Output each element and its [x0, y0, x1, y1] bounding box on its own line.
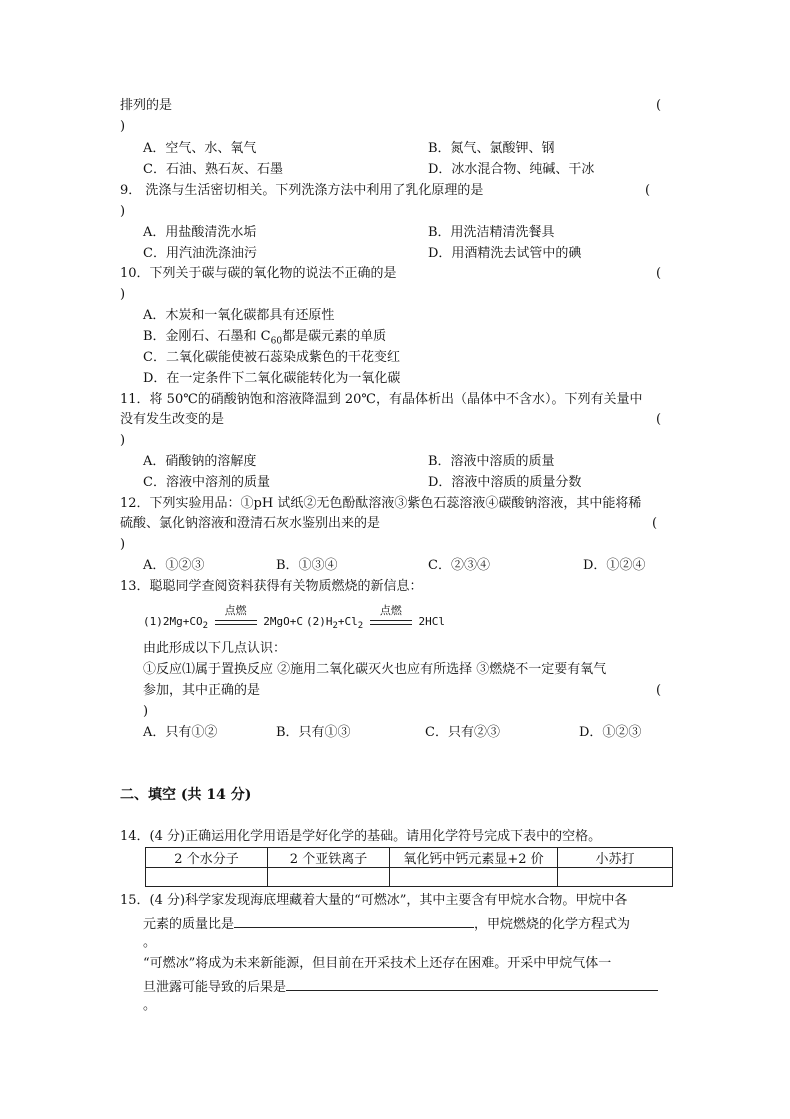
q9-paren-open: ( — [645, 183, 651, 198]
q13-option-d: D．①②③ — [579, 725, 642, 740]
q15-line2: 元素的质量比是 ，甲烷燃烧的化学方程式为 — [143, 913, 630, 934]
q8-option-b: B．氮气、氯酸钾、钢 — [428, 141, 555, 156]
q13-points-line2: 参加，其中正确的是 — [143, 683, 261, 698]
q11-option-c: C．溶液中溶剂的质量 — [143, 475, 270, 490]
q10-paren-open: ( — [656, 266, 662, 281]
q8-stem: 排列的是 — [120, 98, 173, 113]
q13-equation-1: $(1)2Mg+CO_2$ 点燃 2MgO+C — [143, 604, 304, 632]
q15-line6: 。 — [143, 998, 157, 1013]
q13-intro: 由此形成以下几点认识： — [143, 641, 287, 656]
q13-option-c: C．只有②③ — [425, 725, 500, 740]
q9-option-a: A．用盐酸清洗水垢 — [143, 225, 257, 240]
q13-stem: 13．聪聪同学查阅资料获得有关物质燃烧的新信息： — [120, 579, 423, 594]
q11-option-b: B．溶液中溶质的质量 — [428, 454, 555, 469]
table-header-cell: 2 个亚铁离子 — [268, 848, 390, 868]
q11-option-a: A．硝酸钠的溶解度 — [143, 454, 257, 469]
table-answer-row — [146, 868, 673, 887]
q8-option-a: A．空气、水、氧气 — [143, 141, 257, 156]
q13-eq2-condition: 点燃 — [379, 604, 402, 617]
q11-stem-line1: 11．将 50℃的硝酸钠饱和溶液降温到 20℃，有晶体析出（晶体中不含水）。下列有关量中 — [120, 392, 643, 407]
q12-paren-open: ( — [652, 516, 658, 531]
section-2-heading: 二、填空 (共 14 分) — [120, 787, 252, 803]
q13-points-line1: ①反应⑴属于置换反应 ②施用二氧化碳灭火也应有所选择 ③燃烧不一定要有氧气 — [143, 662, 607, 677]
q9-option-d: D．用酒精洗去试管中的碘 — [428, 246, 582, 261]
q13-eq1-condition: 点燃 — [224, 604, 247, 617]
answer-cell[interactable] — [390, 868, 558, 887]
q13-equation-2: $(2)H_2+Cl_2$ 点燃 2HCl — [306, 604, 445, 632]
answer-cell[interactable] — [558, 868, 673, 887]
q10-option-d: D．在一定条件下二氧化碳能转化为一氧化碳 — [143, 371, 401, 386]
q10-stem: 10．下列关于碳与碳的氧化物的说法不正确的是 — [120, 266, 397, 281]
q9-paren-close: ) — [120, 204, 126, 219]
q9-option-b: B．用洗洁精清洗餐具 — [428, 225, 555, 240]
q13-paren-open: ( — [656, 683, 662, 698]
q12-option-d: D．①②④ — [583, 558, 646, 573]
q8-paren-close: ) — [120, 119, 126, 134]
q10-option-b: B．金刚石、石墨和 $C_{60}$都是碳元素的单质 — [143, 329, 387, 347]
q15-line1: 15．(4 分)科学家发现海底埋藏着大量的“可燃冰”，其中主要含有甲烷水合物。甲烷中各 — [120, 893, 628, 908]
q15-line3: 。 — [143, 935, 157, 950]
q10-paren-close: ) — [120, 287, 126, 302]
q8-option-d: D．冰水混合物、纯碱、干冰 — [428, 162, 595, 177]
q12-paren-close: ) — [120, 537, 126, 552]
q10-option-c: C．二氧化碳能使被石蕊染成紫色的干花变红 — [143, 350, 400, 365]
q15-answer-blank-1[interactable] — [234, 913, 474, 928]
q12-option-b: B．①③④ — [276, 558, 338, 573]
q11-stem-line2: 没有发生改变的是 — [120, 412, 225, 427]
q11-paren-close: ) — [120, 433, 126, 448]
table-header-cell: 小苏打 — [558, 848, 673, 868]
q12-option-c: C．②③④ — [428, 558, 490, 573]
q12-stem-line2: 硫酸、氯化钠溶液和澄清石灰水鉴别出来的是 — [120, 516, 381, 531]
table-header-cell: 氧化钙中钙元素显+2 价 — [390, 848, 558, 868]
q12-stem-line1: 12．下列实验用品：①pH 试纸②无色酚酞溶液③紫色石蕊溶液④碳酸钠溶液，其中能将稀 — [120, 496, 642, 511]
q9-stem: 9． 洗涤与生活密切相关。下列洗涤方法中利用了乳化原理的是 — [120, 183, 484, 198]
q9-option-c: C．用汽油洗涤油污 — [143, 246, 257, 261]
answer-cell[interactable] — [268, 868, 390, 887]
q15-line5: 旦泄露可能导致的后果是 — [143, 976, 658, 997]
q12-option-a: A．①②③ — [143, 558, 205, 573]
q11-paren-open: ( — [656, 412, 662, 427]
table-header-row — [146, 848, 673, 868]
q15-answer-blank-2[interactable] — [286, 976, 658, 991]
q13-option-a: A．只有①② — [143, 725, 218, 740]
q11-option-d: D．溶液中溶质的质量分数 — [428, 475, 582, 490]
q13-option-b: B．只有①③ — [276, 725, 351, 740]
q15-line4: “可燃冰”将成为未来新能源，但目前在开采技术上还存在困难。开采中甲烷气体一 — [143, 956, 612, 971]
q8-paren-open: ( — [656, 98, 662, 113]
answer-cell[interactable] — [146, 868, 268, 887]
q13-paren-close: ) — [143, 704, 149, 719]
q14-answer-table — [145, 847, 673, 887]
q8-option-c: C．石油、熟石灰、石墨 — [143, 162, 283, 177]
table-header-cell: 2 个水分子 — [146, 848, 268, 868]
q14-stem: 14．(4 分)正确运用化学用语是学好化学的基础。请用化学符号完成下表中的空格。 — [120, 829, 602, 844]
q10-option-a: A．木炭和一氧化碳都具有还原性 — [143, 308, 335, 323]
